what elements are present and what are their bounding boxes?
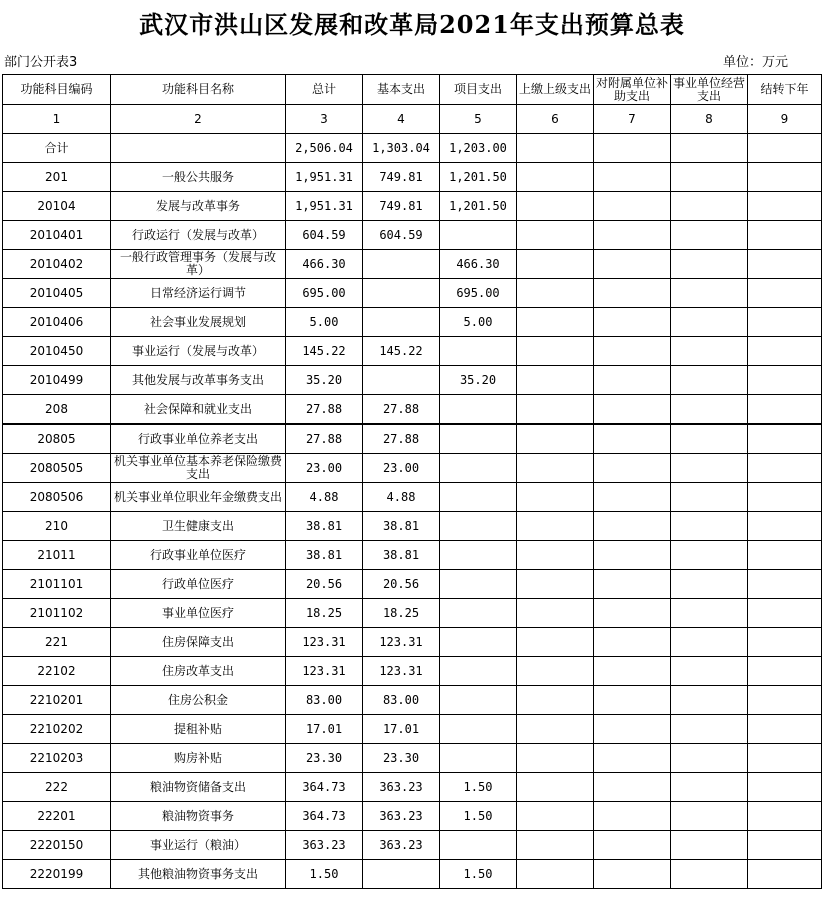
empty-cell: [748, 860, 822, 889]
empty-cell: [517, 308, 594, 337]
empty-cell: [671, 860, 748, 889]
empty-cell: [748, 221, 822, 250]
name-cell: 行政事业单位养老支出: [111, 424, 286, 454]
empty-cell: [594, 308, 671, 337]
name-cell: 其他粮油物资事务支出: [111, 860, 286, 889]
total-cell: 123.31: [286, 628, 363, 657]
name-cell: 行政事业单位医疗: [111, 541, 286, 570]
header-cell: 功能科目名称: [111, 75, 286, 105]
name-cell: 机关事业单位基本养老保险缴费支出: [111, 454, 286, 483]
header-cell: 基本支出: [363, 75, 440, 105]
empty-cell: [594, 395, 671, 425]
empty-cell: [517, 599, 594, 628]
empty-cell: [671, 454, 748, 483]
total-cell: 38.81: [286, 541, 363, 570]
code-cell: 208: [3, 395, 111, 425]
name-cell: 粮油物资事务: [111, 802, 286, 831]
project-cell: [440, 512, 517, 541]
empty-cell: [594, 483, 671, 512]
empty-cell: [517, 570, 594, 599]
name-cell: 其他发展与改革事务支出: [111, 366, 286, 395]
table-row: [3, 570, 822, 599]
empty-cell: [671, 279, 748, 308]
empty-cell: [671, 773, 748, 802]
code-cell: 2010406: [3, 308, 111, 337]
table-row: [3, 424, 822, 454]
empty-cell: [748, 512, 822, 541]
empty-cell: [671, 424, 748, 454]
empty-cell: [517, 715, 594, 744]
empty-cell: [517, 395, 594, 425]
total-cell: 20.56: [286, 570, 363, 599]
empty-cell: [671, 395, 748, 425]
project-cell: 695.00: [440, 279, 517, 308]
empty-cell: [748, 250, 822, 279]
empty-cell: [748, 163, 822, 192]
code-cell: 2080506: [3, 483, 111, 512]
table-label: 部门公开表3: [4, 55, 78, 70]
name-cell: 一般行政管理事务（发展与改革）: [111, 250, 286, 279]
empty-cell: [594, 802, 671, 831]
project-cell: 1.50: [440, 860, 517, 889]
project-cell: [440, 570, 517, 599]
project-cell: [440, 599, 517, 628]
header-cell: 功能科目编码: [3, 75, 111, 105]
table-row: [3, 221, 822, 250]
empty-cell: [594, 686, 671, 715]
empty-cell: [748, 599, 822, 628]
empty-cell: [594, 599, 671, 628]
code-cell: 22201: [3, 802, 111, 831]
code-cell: 2010405: [3, 279, 111, 308]
total-cell: 35.20: [286, 366, 363, 395]
empty-cell: [594, 134, 671, 163]
total-cell: 123.31: [286, 657, 363, 686]
empty-cell: [671, 715, 748, 744]
empty-cell: [517, 512, 594, 541]
empty-cell: [517, 337, 594, 366]
page-title: 武汉市洪山区发展和改革局2021年支出预算总表: [139, 10, 685, 39]
empty-cell: [748, 715, 822, 744]
project-cell: [440, 454, 517, 483]
table-row: [3, 860, 822, 889]
basic-cell: [363, 308, 440, 337]
empty-cell: [671, 483, 748, 512]
basic-cell: 4.88: [363, 483, 440, 512]
table-row: [3, 395, 822, 425]
table-row: [3, 686, 822, 715]
basic-cell: 145.22: [363, 337, 440, 366]
empty-cell: [594, 424, 671, 454]
empty-cell: [594, 628, 671, 657]
total-cell: 1,951.31: [286, 192, 363, 221]
code-cell: 22102: [3, 657, 111, 686]
project-cell: [440, 221, 517, 250]
total-cell: 27.88: [286, 395, 363, 425]
code-cell: 2010450: [3, 337, 111, 366]
empty-cell: [748, 366, 822, 395]
empty-cell: [748, 454, 822, 483]
empty-cell: [517, 454, 594, 483]
code-cell: 合计: [3, 134, 111, 163]
empty-cell: [517, 483, 594, 512]
empty-cell: [748, 657, 822, 686]
name-cell: 发展与改革事务: [111, 192, 286, 221]
code-cell: 201: [3, 163, 111, 192]
basic-cell: 27.88: [363, 395, 440, 425]
index-cell: 3: [286, 105, 363, 134]
empty-cell: [517, 250, 594, 279]
table-row: [3, 279, 822, 308]
project-cell: [440, 424, 517, 454]
basic-cell: 363.23: [363, 802, 440, 831]
header-cell: 上缴上级支出: [517, 75, 594, 105]
name-cell: 粮油物资储备支出: [111, 773, 286, 802]
basic-cell: 83.00: [363, 686, 440, 715]
index-cell: 9: [748, 105, 822, 134]
total-cell: 466.30: [286, 250, 363, 279]
basic-cell: 38.81: [363, 512, 440, 541]
header-cell: 对附属单位补助支出: [594, 75, 671, 105]
empty-cell: [671, 541, 748, 570]
empty-cell: [748, 744, 822, 773]
code-cell: 2220199: [3, 860, 111, 889]
basic-cell: 23.00: [363, 454, 440, 483]
table-row: [3, 541, 822, 570]
empty-cell: [594, 337, 671, 366]
code-cell: 2220150: [3, 831, 111, 860]
project-cell: [440, 541, 517, 570]
total-cell: 2,506.04: [286, 134, 363, 163]
empty-cell: [594, 192, 671, 221]
header-cell: 项目支出: [440, 75, 517, 105]
basic-cell: 1,303.04: [363, 134, 440, 163]
empty-cell: [671, 221, 748, 250]
empty-cell: [748, 628, 822, 657]
basic-cell: 18.25: [363, 599, 440, 628]
empty-cell: [517, 628, 594, 657]
empty-cell: [517, 831, 594, 860]
name-cell: 事业运行（发展与改革）: [111, 337, 286, 366]
empty-cell: [671, 308, 748, 337]
empty-cell: [748, 686, 822, 715]
empty-cell: [671, 250, 748, 279]
empty-cell: [748, 192, 822, 221]
empty-cell: [748, 773, 822, 802]
empty-cell: [594, 366, 671, 395]
code-cell: 2101101: [3, 570, 111, 599]
total-cell: 364.73: [286, 773, 363, 802]
total-cell: 604.59: [286, 221, 363, 250]
empty-cell: [748, 308, 822, 337]
empty-cell: [594, 250, 671, 279]
empty-cell: [594, 221, 671, 250]
total-cell: 5.00: [286, 308, 363, 337]
project-cell: 1,201.50: [440, 163, 517, 192]
basic-cell: 749.81: [363, 192, 440, 221]
name-cell: 日常经济运行调节: [111, 279, 286, 308]
empty-cell: [671, 657, 748, 686]
basic-cell: 363.23: [363, 831, 440, 860]
basic-cell: [363, 860, 440, 889]
code-cell: 210: [3, 512, 111, 541]
index-cell: 6: [517, 105, 594, 134]
name-cell: 住房公积金: [111, 686, 286, 715]
empty-cell: [517, 366, 594, 395]
basic-cell: 38.81: [363, 541, 440, 570]
index-cell: 7: [594, 105, 671, 134]
total-cell: 27.88: [286, 424, 363, 454]
total-cell: 695.00: [286, 279, 363, 308]
name-cell: 住房改革支出: [111, 657, 286, 686]
empty-cell: [671, 337, 748, 366]
project-cell: [440, 715, 517, 744]
empty-cell: [594, 454, 671, 483]
code-cell: 2010499: [3, 366, 111, 395]
empty-cell: [748, 279, 822, 308]
empty-cell: [671, 599, 748, 628]
project-cell: 1,203.00: [440, 134, 517, 163]
empty-cell: [748, 337, 822, 366]
basic-cell: 27.88: [363, 424, 440, 454]
code-cell: 20805: [3, 424, 111, 454]
code-cell: 2010401: [3, 221, 111, 250]
empty-cell: [671, 134, 748, 163]
header-row: [3, 75, 822, 105]
header-cell: 总计: [286, 75, 363, 105]
empty-cell: [671, 686, 748, 715]
table-row: [3, 628, 822, 657]
total-cell: 145.22: [286, 337, 363, 366]
empty-cell: [517, 802, 594, 831]
empty-cell: [594, 744, 671, 773]
code-cell: 2101102: [3, 599, 111, 628]
basic-cell: 123.31: [363, 657, 440, 686]
table-row: [3, 163, 822, 192]
table-row: [3, 831, 822, 860]
basic-cell: 749.81: [363, 163, 440, 192]
empty-cell: [594, 541, 671, 570]
name-cell: 住房保障支出: [111, 628, 286, 657]
empty-cell: [671, 570, 748, 599]
name-cell: 购房补贴: [111, 744, 286, 773]
empty-cell: [671, 802, 748, 831]
name-cell: 一般公共服务: [111, 163, 286, 192]
empty-cell: [517, 279, 594, 308]
basic-cell: [363, 250, 440, 279]
basic-cell: 23.30: [363, 744, 440, 773]
total-cell: 363.23: [286, 831, 363, 860]
project-cell: [440, 686, 517, 715]
table-row: [3, 337, 822, 366]
total-cell: 4.88: [286, 483, 363, 512]
code-cell: 20104: [3, 192, 111, 221]
empty-cell: [748, 395, 822, 425]
empty-cell: [594, 279, 671, 308]
index-cell: 4: [363, 105, 440, 134]
total-cell: 38.81: [286, 512, 363, 541]
empty-cell: [594, 512, 671, 541]
empty-cell: [671, 744, 748, 773]
table-row: [3, 773, 822, 802]
index-cell: 5: [440, 105, 517, 134]
name-cell: 卫生健康支出: [111, 512, 286, 541]
table-row: [3, 657, 822, 686]
basic-cell: 123.31: [363, 628, 440, 657]
code-cell: 2080505: [3, 454, 111, 483]
empty-cell: [748, 570, 822, 599]
empty-cell: [748, 831, 822, 860]
total-cell: 18.25: [286, 599, 363, 628]
total-cell: 23.30: [286, 744, 363, 773]
empty-cell: [671, 366, 748, 395]
empty-cell: [594, 860, 671, 889]
code-cell: 2210201: [3, 686, 111, 715]
empty-cell: [748, 134, 822, 163]
name-cell: 社会保障和就业支出: [111, 395, 286, 425]
table-row: [3, 512, 822, 541]
empty-cell: [671, 163, 748, 192]
project-cell: 1.50: [440, 773, 517, 802]
empty-cell: [594, 657, 671, 686]
empty-cell: [517, 221, 594, 250]
index-row: [3, 105, 822, 134]
empty-cell: [517, 860, 594, 889]
code-cell: 221: [3, 628, 111, 657]
code-cell: 2210203: [3, 744, 111, 773]
empty-cell: [594, 831, 671, 860]
project-cell: 1.50: [440, 802, 517, 831]
code-cell: 2010402: [3, 250, 111, 279]
empty-cell: [748, 541, 822, 570]
name-cell: 机关事业单位职业年金缴费支出: [111, 483, 286, 512]
header-cell: 事业单位经营支出: [671, 75, 748, 105]
table-row: [3, 366, 822, 395]
project-cell: [440, 395, 517, 425]
budget-table: [2, 74, 822, 889]
empty-cell: [671, 192, 748, 221]
name-cell: 社会事业发展规划: [111, 308, 286, 337]
name-cell: 行政单位医疗: [111, 570, 286, 599]
name-cell: 事业单位医疗: [111, 599, 286, 628]
total-cell: 17.01: [286, 715, 363, 744]
basic-cell: [363, 279, 440, 308]
empty-cell: [594, 163, 671, 192]
empty-cell: [594, 773, 671, 802]
name-cell: 提租补贴: [111, 715, 286, 744]
name-cell: [111, 134, 286, 163]
empty-cell: [517, 541, 594, 570]
basic-cell: 604.59: [363, 221, 440, 250]
empty-cell: [748, 424, 822, 454]
basic-cell: 363.23: [363, 773, 440, 802]
index-cell: 1: [3, 105, 111, 134]
empty-cell: [671, 831, 748, 860]
empty-cell: [517, 424, 594, 454]
empty-cell: [517, 773, 594, 802]
empty-cell: [517, 163, 594, 192]
total-cell: 364.73: [286, 802, 363, 831]
empty-cell: [671, 628, 748, 657]
table-row: [3, 599, 822, 628]
unit-label: 单位：万元: [722, 55, 788, 70]
project-cell: [440, 831, 517, 860]
total-cell: 1.50: [286, 860, 363, 889]
code-cell: 2210202: [3, 715, 111, 744]
project-cell: [440, 628, 517, 657]
empty-cell: [748, 802, 822, 831]
total-cell: 23.00: [286, 454, 363, 483]
project-cell: 466.30: [440, 250, 517, 279]
basic-cell: 17.01: [363, 715, 440, 744]
table-row: [3, 250, 822, 279]
basic-cell: [363, 366, 440, 395]
index-cell: 2: [111, 105, 286, 134]
name-cell: 行政运行（发展与改革）: [111, 221, 286, 250]
project-cell: [440, 657, 517, 686]
empty-cell: [517, 134, 594, 163]
table-row: [3, 483, 822, 512]
table-row: [3, 802, 822, 831]
total-cell: 83.00: [286, 686, 363, 715]
project-cell: 5.00: [440, 308, 517, 337]
table-row: [3, 454, 822, 483]
project-cell: [440, 483, 517, 512]
empty-cell: [517, 686, 594, 715]
project-cell: 35.20: [440, 366, 517, 395]
empty-cell: [594, 715, 671, 744]
empty-cell: [594, 570, 671, 599]
table-row: [3, 308, 822, 337]
table-row: [3, 192, 822, 221]
header-cell: 结转下年: [748, 75, 822, 105]
code-cell: 21011: [3, 541, 111, 570]
project-cell: [440, 744, 517, 773]
table-row: [3, 134, 822, 163]
name-cell: 事业运行（粮油）: [111, 831, 286, 860]
basic-cell: 20.56: [363, 570, 440, 599]
empty-cell: [671, 512, 748, 541]
code-cell: 222: [3, 773, 111, 802]
project-cell: 1,201.50: [440, 192, 517, 221]
empty-cell: [517, 192, 594, 221]
empty-cell: [517, 657, 594, 686]
index-cell: 8: [671, 105, 748, 134]
project-cell: [440, 337, 517, 366]
table-row: [3, 744, 822, 773]
total-cell: 1,951.31: [286, 163, 363, 192]
empty-cell: [748, 483, 822, 512]
table-row: [3, 715, 822, 744]
empty-cell: [517, 744, 594, 773]
